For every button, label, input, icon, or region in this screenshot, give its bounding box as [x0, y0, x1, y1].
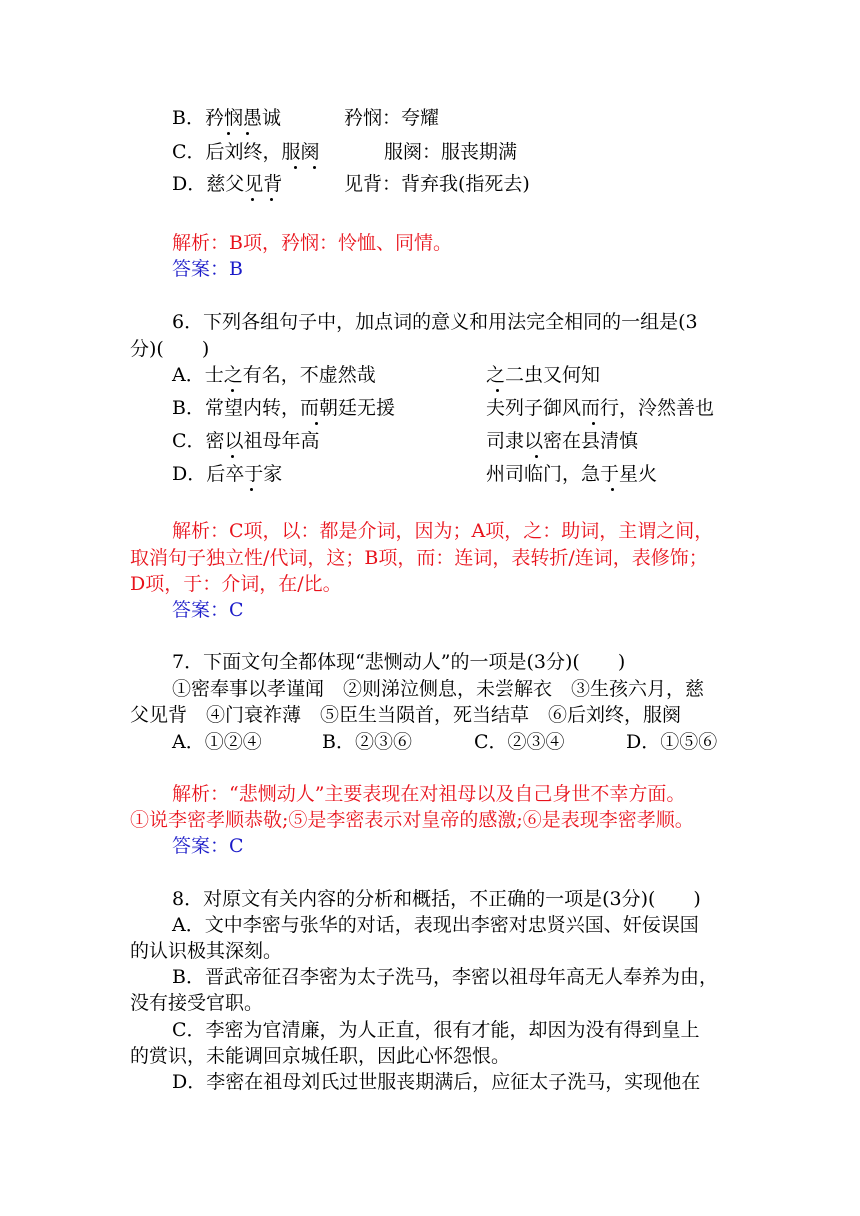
q6-analysis-line3: D项，于：介词，在/比。 — [130, 573, 342, 595]
q5-option-b-left: B．矜悯愚诚 — [172, 107, 281, 129]
q8-option-b-line2: 没有接受官职。 — [130, 992, 264, 1014]
emphasis-dot — [315, 422, 318, 425]
emphasis-dot — [496, 389, 499, 392]
emphasis-dot — [313, 166, 316, 169]
q5-option-c-right: 服阕：服丧期满 — [384, 141, 518, 163]
emphasis-dot — [231, 455, 234, 458]
q6-stem-line2: 分)( ) — [130, 338, 210, 360]
emphasis-dot — [535, 455, 538, 458]
q7-analysis-line2: ①说李密孝顺恭敬;⑤是李密表示对皇帝的感激;⑥是表现李密孝顺。 — [130, 809, 694, 831]
q6-option-c-right: 司隶以密在县清慎 — [486, 430, 639, 452]
q8-option-a-line1: A．文中李密与张华的对话，表现出李密对忠贤兴国、奸佞误国 — [172, 914, 699, 936]
q7-option-c: C．②③④ — [474, 731, 565, 753]
q5-answer: 答案：B — [172, 258, 243, 280]
q7-option-a: A．①②④ — [172, 731, 262, 753]
q6-option-d-right: 州司临门，急于星火 — [486, 463, 658, 485]
q7-answer: 答案：C — [172, 835, 244, 857]
q8-option-c-line1: C．李密为官清廉，为人正直，很有才能，却因为没有得到皇上 — [172, 1019, 700, 1041]
q8-option-a-line2: 的认识极其深刻。 — [130, 940, 283, 962]
q6-option-c-left: C．密以祖母年高 — [172, 430, 320, 452]
q7-items-line2: 父见背 ④门衰祚薄 ⑤臣生当陨首，死当结草 ⑥后刘终，服阕 — [130, 704, 682, 726]
q8-option-d-line1: D．李密在祖母刘氏过世服丧期满后，应征太子洗马，实现他在 — [172, 1071, 701, 1093]
q7-items-line1: ①密奉事以孝谨闻 ②则涕泣侧息，未尝解衣 ③生孩六月，慈 — [172, 678, 705, 700]
q6-stem-line1: 6．下列各组句子中，加点词的意义和用法完全相同的一组是(3 — [172, 311, 698, 333]
q6-option-b-right: 夫列子御风而行，泠然善也 — [486, 397, 715, 419]
emphasis-dot — [246, 132, 249, 135]
q5-analysis: 解析：B项，矜悯：怜恤、同情。 — [172, 232, 452, 254]
emphasis-dot — [294, 166, 297, 169]
q5-option-d-right: 见背：背弃我(指死去) — [344, 173, 530, 195]
q6-answer: 答案：C — [172, 599, 244, 621]
q5-option-c-left: C．后刘终，服阕 — [172, 141, 320, 163]
q5-option-b-right: 矜悯：夸耀 — [344, 107, 440, 129]
q8-option-b-line1: B．晋武帝征召李密为太子洗马，李密以祖母年高无人奉养为由， — [172, 966, 718, 988]
emphasis-dot — [270, 198, 273, 201]
q7-option-d: D．①⑤⑥ — [626, 731, 718, 753]
q6-option-b-left: B．常望内转，而朝廷无援 — [172, 397, 395, 419]
q6-option-a-left: A．士之有名，不虚然哉 — [172, 364, 376, 386]
q7-option-b: B．②③⑥ — [322, 731, 412, 753]
q5-option-d-left: D．慈父见背 — [172, 173, 283, 195]
emphasis-dot — [250, 488, 253, 491]
q8-option-c-line2: 的赏识，未能调回京城任职，因此心怀怨恨。 — [130, 1045, 511, 1067]
q6-option-d-left: D．后卒于家 — [172, 463, 283, 485]
q8-stem: 8．对原文有关内容的分析和概括，不正确的一项是(3分)( ) — [172, 888, 701, 910]
emphasis-dot — [227, 132, 230, 135]
q7-analysis-line1: 解析：“悲恻动人”主要表现在对祖母以及自己身世不幸方面。 — [172, 783, 686, 805]
q6-option-a-right: 之二虫又何知 — [486, 364, 601, 386]
q6-analysis-line2: 取消句子独立性/代词，这；B项，而：连词，表转折/连词，表修饰； — [130, 547, 708, 569]
emphasis-dot — [251, 198, 254, 201]
q7-stem: 7．下面文句全都体现“悲恻动人”的一项是(3分)( ) — [172, 651, 626, 673]
emphasis-dot — [231, 389, 234, 392]
emphasis-dot — [592, 422, 595, 425]
q6-analysis-line1: 解析：C项，以：都是介词，因为；A项，之：助词，主谓之间， — [172, 520, 714, 542]
emphasis-dot — [611, 488, 614, 491]
